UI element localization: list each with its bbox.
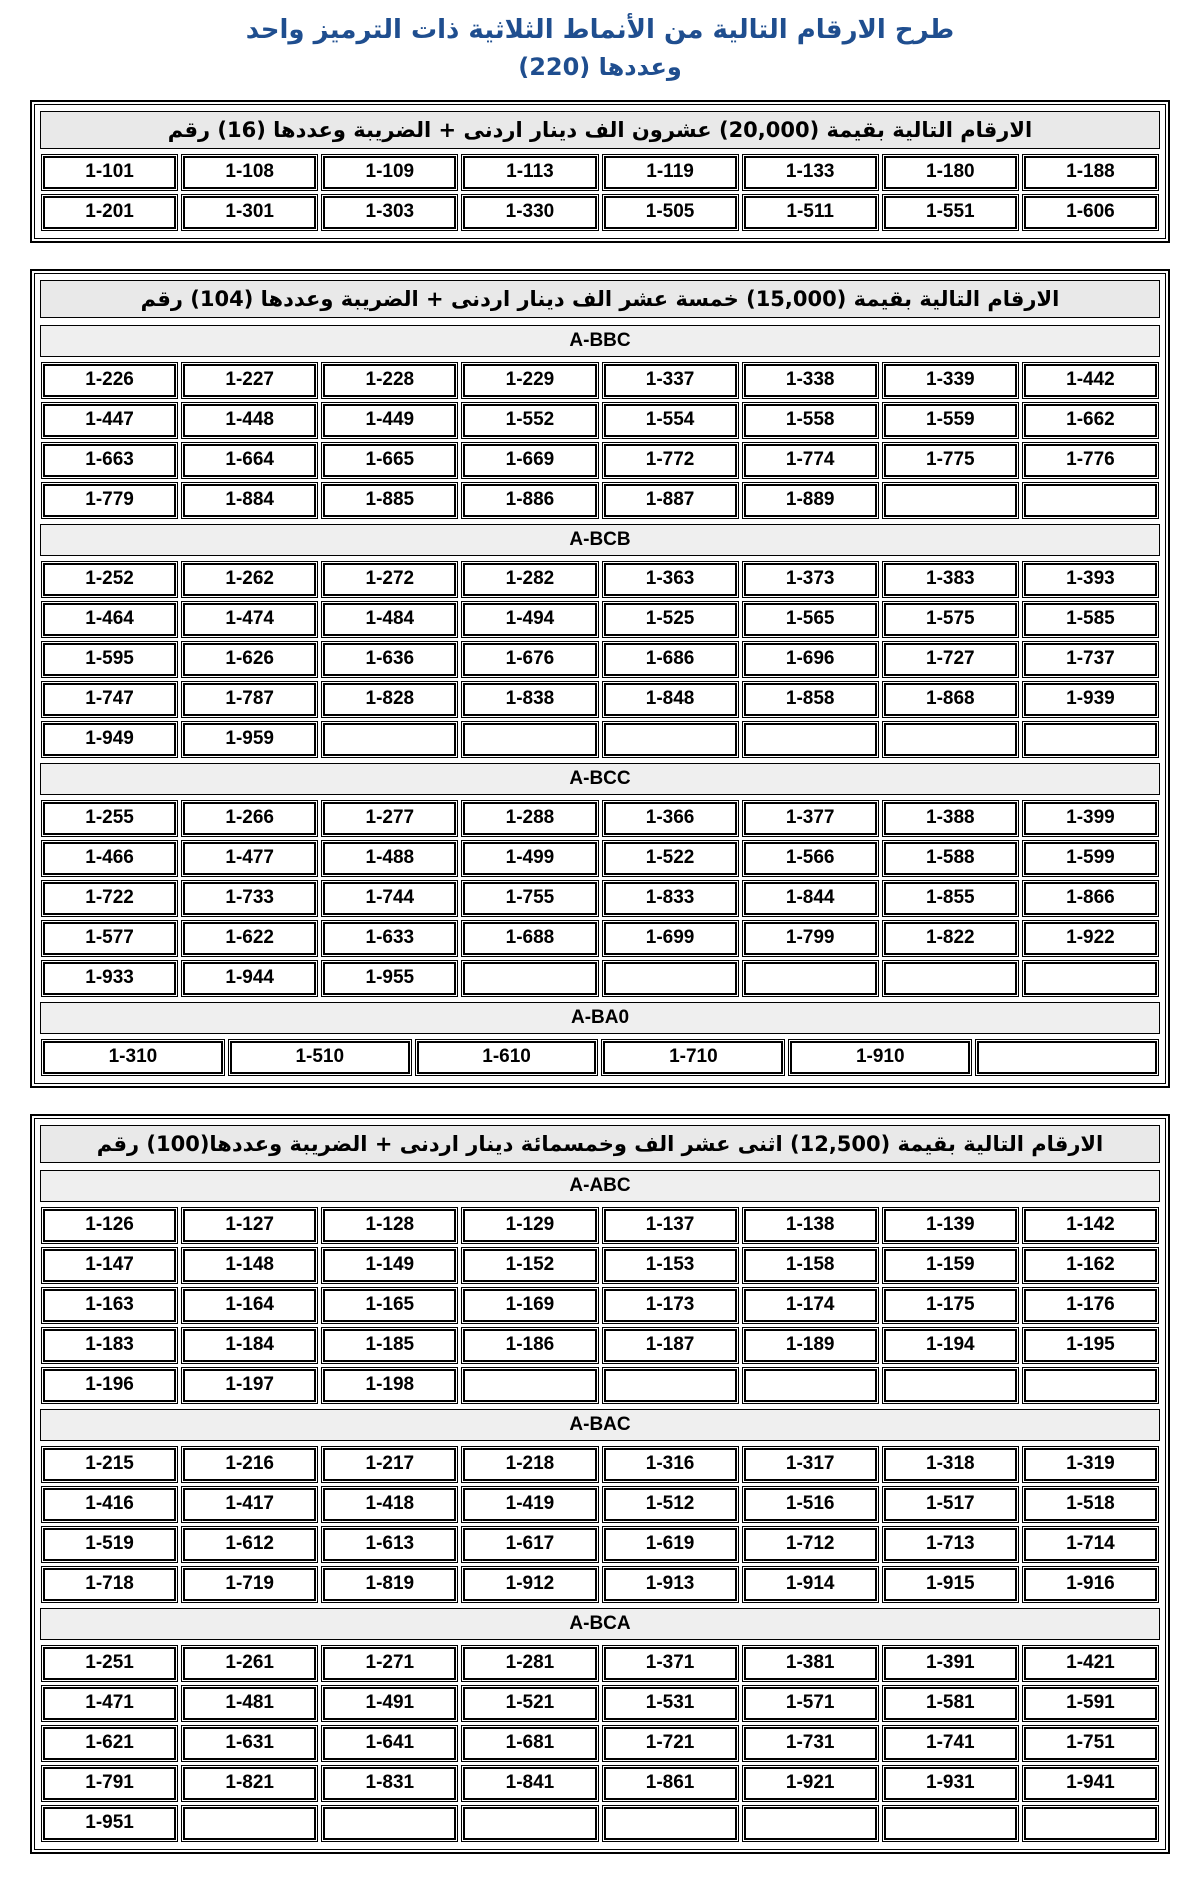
empty-cell bbox=[463, 1807, 596, 1840]
number-cell: 1-383 bbox=[884, 563, 1017, 596]
number-grid bbox=[43, 1448, 1157, 1601]
number-cell: 1-113 bbox=[463, 156, 596, 189]
number-cell: 1-922 bbox=[1024, 922, 1157, 955]
number-cell: 1-339 bbox=[884, 364, 1017, 397]
number-cell: 1-399 bbox=[1024, 802, 1157, 835]
number-cell: 1-189 bbox=[744, 1329, 877, 1362]
number-cell: 1-613 bbox=[323, 1528, 456, 1561]
number-cell: 1-710 bbox=[603, 1041, 783, 1074]
number-cell: 1-774 bbox=[744, 444, 877, 477]
number-cell: 1-866 bbox=[1024, 882, 1157, 915]
number-cell: 1-868 bbox=[884, 683, 1017, 716]
number-cell: 1-558 bbox=[744, 404, 877, 437]
number-cell: 1-266 bbox=[183, 802, 316, 835]
number-cell: 1-944 bbox=[183, 962, 316, 995]
number-cell: 1-159 bbox=[884, 1249, 1017, 1282]
number-cell: 1-913 bbox=[604, 1568, 737, 1601]
empty-cell bbox=[744, 1807, 877, 1840]
number-cell: 1-187 bbox=[604, 1329, 737, 1362]
number-cell: 1-949 bbox=[43, 723, 176, 756]
number-cell: 1-916 bbox=[1024, 1568, 1157, 1601]
number-cell: 1-215 bbox=[43, 1448, 176, 1481]
number-cell: 1-488 bbox=[323, 842, 456, 875]
table-value-header: الارقام التالية بقيمة (15,000) خمسة عشر الف دينار اردنى + الضريبة وعددها (104) رقم bbox=[40, 280, 1160, 318]
number-cell: 1-188 bbox=[1024, 156, 1157, 189]
number-cell: 1-303 bbox=[323, 196, 456, 229]
number-cell: 1-310 bbox=[43, 1041, 223, 1074]
number-cell: 1-559 bbox=[884, 404, 1017, 437]
empty-cell bbox=[1024, 723, 1157, 756]
number-cell: 1-822 bbox=[884, 922, 1017, 955]
empty-cell bbox=[744, 723, 877, 756]
number-cell: 1-518 bbox=[1024, 1488, 1157, 1521]
number-cell: 1-217 bbox=[323, 1448, 456, 1481]
empty-cell bbox=[744, 962, 877, 995]
number-cell: 1-491 bbox=[323, 1687, 456, 1720]
number-cell: 1-228 bbox=[323, 364, 456, 397]
number-cell: 1-512 bbox=[604, 1488, 737, 1521]
number-cell: 1-442 bbox=[1024, 364, 1157, 397]
number-cell: 1-391 bbox=[884, 1647, 1017, 1680]
empty-cell bbox=[323, 1807, 456, 1840]
number-cell: 1-721 bbox=[604, 1727, 737, 1760]
number-cell: 1-665 bbox=[323, 444, 456, 477]
number-cell: 1-565 bbox=[744, 603, 877, 636]
number-cell: 1-751 bbox=[1024, 1727, 1157, 1760]
number-cell: 1-288 bbox=[463, 802, 596, 835]
number-cell: 1-338 bbox=[744, 364, 877, 397]
number-cell: 1-417 bbox=[183, 1488, 316, 1521]
number-cell: 1-516 bbox=[744, 1488, 877, 1521]
number-cell: 1-606 bbox=[1024, 196, 1157, 229]
empty-cell bbox=[183, 1807, 316, 1840]
number-cell: 1-126 bbox=[43, 1209, 176, 1242]
number-cell: 1-175 bbox=[884, 1289, 1017, 1322]
number-cell: 1-477 bbox=[183, 842, 316, 875]
number-cell: 1-886 bbox=[463, 484, 596, 517]
number-cell: 1-337 bbox=[604, 364, 737, 397]
number-cell: 1-137 bbox=[604, 1209, 737, 1242]
empty-cell bbox=[463, 723, 596, 756]
number-cell: 1-252 bbox=[43, 563, 176, 596]
number-cell: 1-471 bbox=[43, 1687, 176, 1720]
number-cell: 1-915 bbox=[884, 1568, 1017, 1601]
section-code-header: A-BBC bbox=[40, 325, 1160, 357]
number-cell: 1-741 bbox=[884, 1727, 1017, 1760]
number-cell: 1-173 bbox=[604, 1289, 737, 1322]
number-cell: 1-418 bbox=[323, 1488, 456, 1521]
number-cell: 1-481 bbox=[183, 1687, 316, 1720]
number-cell: 1-933 bbox=[43, 962, 176, 995]
number-cell: 1-377 bbox=[744, 802, 877, 835]
number-cell: 1-861 bbox=[604, 1767, 737, 1800]
number-cell: 1-197 bbox=[183, 1369, 316, 1402]
number-cell: 1-218 bbox=[463, 1448, 596, 1481]
number-cell: 1-599 bbox=[1024, 842, 1157, 875]
number-cell: 1-622 bbox=[183, 922, 316, 955]
number-grid bbox=[43, 563, 1157, 756]
number-cell: 1-119 bbox=[604, 156, 737, 189]
number-cell: 1-464 bbox=[43, 603, 176, 636]
number-cell: 1-951 bbox=[43, 1807, 176, 1840]
number-cell: 1-522 bbox=[604, 842, 737, 875]
number-cell: 1-686 bbox=[604, 643, 737, 676]
number-cell: 1-216 bbox=[183, 1448, 316, 1481]
number-cell: 1-393 bbox=[1024, 563, 1157, 596]
number-cell: 1-939 bbox=[1024, 683, 1157, 716]
number-grid bbox=[43, 156, 1157, 229]
number-cell: 1-262 bbox=[183, 563, 316, 596]
table-value-header: الارقام التالية بقيمة (20,000) عشرون الف دينار اردنى + الضريبة وعددها (16) رقم bbox=[40, 111, 1160, 149]
number-cell: 1-139 bbox=[884, 1209, 1017, 1242]
number-cell: 1-196 bbox=[43, 1369, 176, 1402]
number-grid bbox=[43, 364, 1157, 517]
number-cell: 1-941 bbox=[1024, 1767, 1157, 1800]
number-cell: 1-133 bbox=[744, 156, 877, 189]
empty-cell bbox=[1024, 1807, 1157, 1840]
number-cell: 1-416 bbox=[43, 1488, 176, 1521]
number-cell: 1-727 bbox=[884, 643, 1017, 676]
number-table bbox=[30, 1114, 1170, 1854]
empty-cell bbox=[884, 962, 1017, 995]
number-cell: 1-828 bbox=[323, 683, 456, 716]
number-cell: 1-841 bbox=[463, 1767, 596, 1800]
number-cell: 1-910 bbox=[790, 1041, 970, 1074]
empty-cell bbox=[884, 723, 1017, 756]
empty-cell bbox=[884, 1369, 1017, 1402]
number-cell: 1-271 bbox=[323, 1647, 456, 1680]
number-cell: 1-791 bbox=[43, 1767, 176, 1800]
number-cell: 1-183 bbox=[43, 1329, 176, 1362]
number-cell: 1-525 bbox=[604, 603, 737, 636]
number-cell: 1-821 bbox=[183, 1767, 316, 1800]
title-line-1: طرح الارقام التالية من الأنماط الثلاثية ذات الترميز واحد bbox=[245, 15, 955, 45]
number-cell: 1-152 bbox=[463, 1249, 596, 1282]
number-cell: 1-733 bbox=[183, 882, 316, 915]
number-cell: 1-510 bbox=[230, 1041, 410, 1074]
number-cell: 1-775 bbox=[884, 444, 1017, 477]
number-cell: 1-108 bbox=[183, 156, 316, 189]
number-cell: 1-318 bbox=[884, 1448, 1017, 1481]
document-title bbox=[30, 12, 1170, 84]
number-cell: 1-109 bbox=[323, 156, 456, 189]
table-inner bbox=[34, 1118, 1166, 1850]
number-cell: 1-772 bbox=[604, 444, 737, 477]
number-cell: 1-184 bbox=[183, 1329, 316, 1362]
number-cell: 1-737 bbox=[1024, 643, 1157, 676]
number-cell: 1-581 bbox=[884, 1687, 1017, 1720]
number-cell: 1-955 bbox=[323, 962, 456, 995]
number-cell: 1-858 bbox=[744, 683, 877, 716]
number-cell: 1-169 bbox=[463, 1289, 596, 1322]
number-cell: 1-162 bbox=[1024, 1249, 1157, 1282]
number-cell: 1-889 bbox=[744, 484, 877, 517]
number-cell: 1-787 bbox=[183, 683, 316, 716]
number-cell: 1-251 bbox=[43, 1647, 176, 1680]
number-cell: 1-731 bbox=[744, 1727, 877, 1760]
number-cell: 1-531 bbox=[604, 1687, 737, 1720]
number-cell: 1-227 bbox=[183, 364, 316, 397]
number-grid bbox=[43, 1209, 1157, 1402]
empty-cell bbox=[463, 962, 596, 995]
empty-cell bbox=[323, 723, 456, 756]
number-cell: 1-301 bbox=[183, 196, 316, 229]
empty-cell bbox=[1024, 1369, 1157, 1402]
number-cell: 1-838 bbox=[463, 683, 596, 716]
number-cell: 1-165 bbox=[323, 1289, 456, 1322]
number-cell: 1-575 bbox=[884, 603, 1017, 636]
number-cell: 1-921 bbox=[744, 1767, 877, 1800]
number-cell: 1-330 bbox=[463, 196, 596, 229]
number-cell: 1-282 bbox=[463, 563, 596, 596]
number-table bbox=[30, 100, 1170, 243]
number-cell: 1-887 bbox=[604, 484, 737, 517]
number-cell: 1-588 bbox=[884, 842, 1017, 875]
number-cell: 1-128 bbox=[323, 1209, 456, 1242]
section-code-header: A-ABC bbox=[40, 1170, 1160, 1202]
number-cell: 1-317 bbox=[744, 1448, 877, 1481]
number-cell: 1-186 bbox=[463, 1329, 596, 1362]
number-cell: 1-138 bbox=[744, 1209, 877, 1242]
number-cell: 1-662 bbox=[1024, 404, 1157, 437]
number-cell: 1-912 bbox=[463, 1568, 596, 1601]
number-cell: 1-449 bbox=[323, 404, 456, 437]
number-cell: 1-261 bbox=[183, 1647, 316, 1680]
number-cell: 1-664 bbox=[183, 444, 316, 477]
number-cell: 1-316 bbox=[604, 1448, 737, 1481]
number-cell: 1-669 bbox=[463, 444, 596, 477]
tables-container bbox=[30, 100, 1170, 1854]
number-cell: 1-388 bbox=[884, 802, 1017, 835]
number-cell: 1-494 bbox=[463, 603, 596, 636]
empty-cell bbox=[744, 1369, 877, 1402]
number-cell: 1-776 bbox=[1024, 444, 1157, 477]
empty-cell bbox=[977, 1041, 1157, 1074]
number-cell: 1-195 bbox=[1024, 1329, 1157, 1362]
number-cell: 1-163 bbox=[43, 1289, 176, 1322]
number-cell: 1-714 bbox=[1024, 1528, 1157, 1561]
number-cell: 1-636 bbox=[323, 643, 456, 676]
number-cell: 1-744 bbox=[323, 882, 456, 915]
number-cell: 1-577 bbox=[43, 922, 176, 955]
number-cell: 1-552 bbox=[463, 404, 596, 437]
number-cell: 1-319 bbox=[1024, 1448, 1157, 1481]
number-cell: 1-831 bbox=[323, 1767, 456, 1800]
number-cell: 1-419 bbox=[463, 1488, 596, 1521]
number-cell: 1-799 bbox=[744, 922, 877, 955]
number-cell: 1-699 bbox=[604, 922, 737, 955]
number-cell: 1-681 bbox=[463, 1727, 596, 1760]
number-cell: 1-779 bbox=[43, 484, 176, 517]
number-cell: 1-505 bbox=[604, 196, 737, 229]
number-cell: 1-484 bbox=[323, 603, 456, 636]
number-cell: 1-612 bbox=[183, 1528, 316, 1561]
number-cell: 1-713 bbox=[884, 1528, 1017, 1561]
number-cell: 1-448 bbox=[183, 404, 316, 437]
number-cell: 1-194 bbox=[884, 1329, 1017, 1362]
number-cell: 1-551 bbox=[884, 196, 1017, 229]
number-cell: 1-641 bbox=[323, 1727, 456, 1760]
number-cell: 1-914 bbox=[744, 1568, 877, 1601]
number-cell: 1-688 bbox=[463, 922, 596, 955]
section-code-header: A-BCB bbox=[40, 524, 1160, 556]
number-cell: 1-722 bbox=[43, 882, 176, 915]
number-cell: 1-621 bbox=[43, 1727, 176, 1760]
number-cell: 1-226 bbox=[43, 364, 176, 397]
number-cell: 1-127 bbox=[183, 1209, 316, 1242]
section-code-header: A-BCC bbox=[40, 763, 1160, 795]
number-cell: 1-610 bbox=[417, 1041, 597, 1074]
number-grid bbox=[43, 1647, 1157, 1840]
number-cell: 1-631 bbox=[183, 1727, 316, 1760]
number-cell: 1-153 bbox=[604, 1249, 737, 1282]
number-cell: 1-180 bbox=[884, 156, 1017, 189]
number-cell: 1-185 bbox=[323, 1329, 456, 1362]
number-cell: 1-381 bbox=[744, 1647, 877, 1680]
table-inner bbox=[34, 273, 1166, 1084]
number-cell: 1-129 bbox=[463, 1209, 596, 1242]
table-value-header: الارقام التالية بقيمة (12,500) اثنى عشر الف وخمسمائة دينار اردنى + الضريبة وعددها(100) رقم bbox=[40, 1125, 1160, 1163]
number-cell: 1-595 bbox=[43, 643, 176, 676]
empty-cell bbox=[604, 1807, 737, 1840]
number-cell: 1-663 bbox=[43, 444, 176, 477]
number-cell: 1-585 bbox=[1024, 603, 1157, 636]
number-cell: 1-591 bbox=[1024, 1687, 1157, 1720]
number-cell: 1-158 bbox=[744, 1249, 877, 1282]
number-cell: 1-855 bbox=[884, 882, 1017, 915]
number-cell: 1-147 bbox=[43, 1249, 176, 1282]
number-cell: 1-366 bbox=[604, 802, 737, 835]
section-code-header: A-BCA bbox=[40, 1608, 1160, 1640]
empty-cell bbox=[604, 962, 737, 995]
number-cell: 1-164 bbox=[183, 1289, 316, 1322]
number-cell: 1-277 bbox=[323, 802, 456, 835]
number-cell: 1-466 bbox=[43, 842, 176, 875]
number-cell: 1-363 bbox=[604, 563, 737, 596]
number-cell: 1-747 bbox=[43, 683, 176, 716]
number-cell: 1-373 bbox=[744, 563, 877, 596]
number-cell: 1-833 bbox=[604, 882, 737, 915]
number-cell: 1-719 bbox=[183, 1568, 316, 1601]
number-cell: 1-198 bbox=[323, 1369, 456, 1402]
empty-cell bbox=[1024, 484, 1157, 517]
number-cell: 1-272 bbox=[323, 563, 456, 596]
number-cell: 1-499 bbox=[463, 842, 596, 875]
title-line-2: وعددها (220) bbox=[518, 52, 682, 81]
empty-cell bbox=[884, 484, 1017, 517]
empty-cell bbox=[463, 1369, 596, 1402]
empty-cell bbox=[1024, 962, 1157, 995]
number-cell: 1-633 bbox=[323, 922, 456, 955]
number-cell: 1-712 bbox=[744, 1528, 877, 1561]
number-table bbox=[30, 269, 1170, 1088]
number-cell: 1-101 bbox=[43, 156, 176, 189]
number-cell: 1-281 bbox=[463, 1647, 596, 1680]
number-cell: 1-421 bbox=[1024, 1647, 1157, 1680]
number-cell: 1-755 bbox=[463, 882, 596, 915]
number-cell: 1-959 bbox=[183, 723, 316, 756]
number-cell: 1-626 bbox=[183, 643, 316, 676]
number-cell: 1-885 bbox=[323, 484, 456, 517]
number-grid bbox=[43, 802, 1157, 995]
table-inner bbox=[34, 104, 1166, 239]
number-cell: 1-844 bbox=[744, 882, 877, 915]
number-cell: 1-149 bbox=[323, 1249, 456, 1282]
number-cell: 1-176 bbox=[1024, 1289, 1157, 1322]
number-cell: 1-447 bbox=[43, 404, 176, 437]
number-cell: 1-174 bbox=[744, 1289, 877, 1322]
number-cell: 1-229 bbox=[463, 364, 596, 397]
number-cell: 1-521 bbox=[463, 1687, 596, 1720]
number-cell: 1-517 bbox=[884, 1488, 1017, 1521]
number-cell: 1-819 bbox=[323, 1568, 456, 1601]
section-code-header: A-BAC bbox=[40, 1409, 1160, 1441]
number-grid bbox=[43, 1041, 1157, 1074]
empty-cell bbox=[604, 1369, 737, 1402]
number-cell: 1-718 bbox=[43, 1568, 176, 1601]
number-cell: 1-566 bbox=[744, 842, 877, 875]
section-code-header: A-BA0 bbox=[40, 1002, 1160, 1034]
number-cell: 1-511 bbox=[744, 196, 877, 229]
number-cell: 1-617 bbox=[463, 1528, 596, 1561]
number-cell: 1-474 bbox=[183, 603, 316, 636]
number-cell: 1-554 bbox=[604, 404, 737, 437]
number-cell: 1-848 bbox=[604, 683, 737, 716]
number-cell: 1-571 bbox=[744, 1687, 877, 1720]
empty-cell bbox=[604, 723, 737, 756]
number-cell: 1-255 bbox=[43, 802, 176, 835]
number-cell: 1-884 bbox=[183, 484, 316, 517]
number-cell: 1-519 bbox=[43, 1528, 176, 1561]
number-cell: 1-148 bbox=[183, 1249, 316, 1282]
number-cell: 1-696 bbox=[744, 643, 877, 676]
number-cell: 1-676 bbox=[463, 643, 596, 676]
number-cell: 1-142 bbox=[1024, 1209, 1157, 1242]
number-cell: 1-371 bbox=[604, 1647, 737, 1680]
number-cell: 1-201 bbox=[43, 196, 176, 229]
number-cell: 1-931 bbox=[884, 1767, 1017, 1800]
number-cell: 1-619 bbox=[604, 1528, 737, 1561]
empty-cell bbox=[884, 1807, 1017, 1840]
